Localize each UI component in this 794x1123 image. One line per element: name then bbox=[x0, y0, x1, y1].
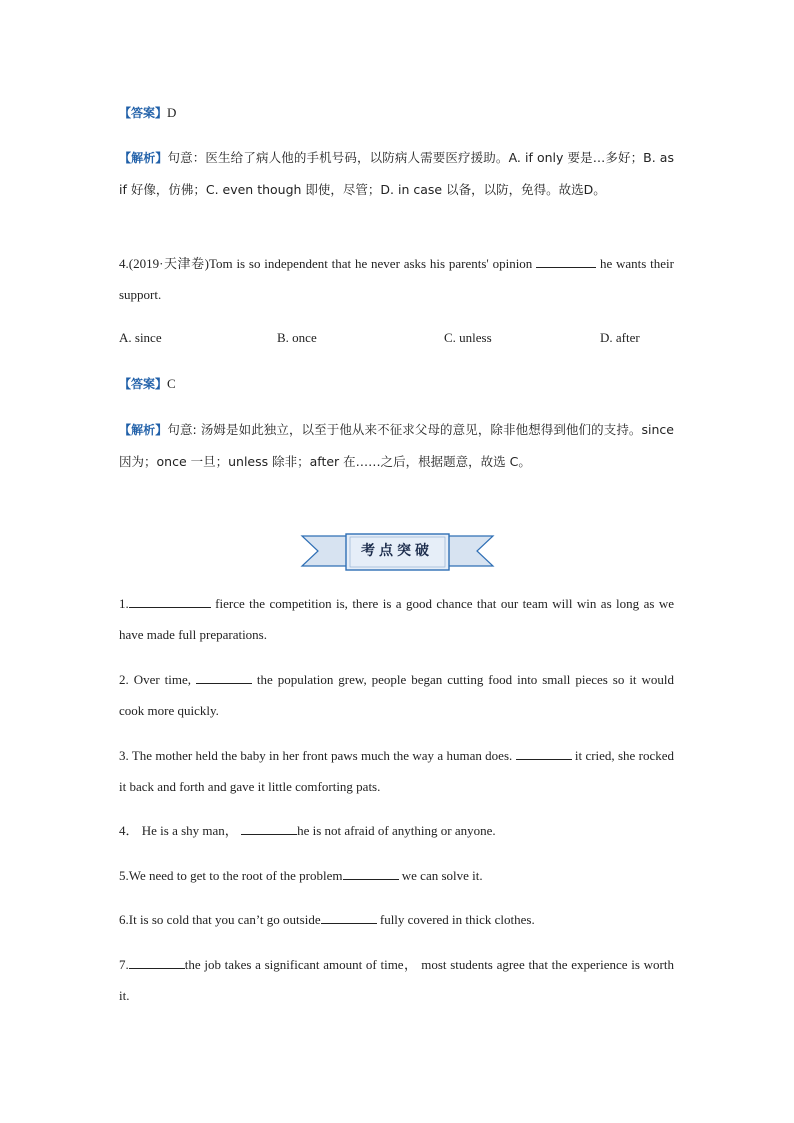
answer-blank[interactable] bbox=[321, 909, 377, 924]
exercise-4 bbox=[119, 815, 674, 846]
analysis-tag: 【解析】 bbox=[119, 151, 168, 165]
section-banner bbox=[300, 532, 495, 572]
exercise-text-before: We need to get to the root of the problem bbox=[128, 868, 343, 883]
q4-answer bbox=[119, 368, 674, 400]
option-c[interactable]: C. unless bbox=[444, 330, 492, 345]
answer-blank[interactable] bbox=[241, 820, 297, 835]
exercise-text-before: He is a shy man， bbox=[141, 823, 238, 838]
exercise-text: fierce the competition is, there is a good chance that our team will win as long as we have made full preparations. bbox=[119, 596, 674, 642]
question-4 bbox=[119, 248, 674, 310]
exercise-number: 4． bbox=[119, 823, 139, 838]
exercise-7 bbox=[119, 949, 674, 1011]
answer-tag: 【答案】 bbox=[119, 106, 168, 120]
answer-blank[interactable] bbox=[129, 593, 211, 608]
question-4-options bbox=[119, 330, 679, 350]
answer-blank[interactable] bbox=[516, 745, 572, 760]
answer-blank[interactable] bbox=[196, 669, 252, 684]
prev-answer bbox=[119, 97, 674, 129]
exercise-3 bbox=[119, 740, 674, 802]
exercise-1 bbox=[119, 588, 674, 650]
answer-tag: 【答案】 bbox=[119, 377, 168, 391]
exercise-text: fully covered in thick clothes. bbox=[376, 912, 535, 927]
analysis-text: 句意: 汤姆是如此独立，以至于他从来不征求父母的意见，除非他想得到他们的支持。since 因为；once 一旦；unless 除非；after 在……之后，根据题意，故选 C。 bbox=[119, 422, 674, 469]
q4-analysis bbox=[119, 414, 674, 477]
exercise-number: 6. bbox=[119, 912, 129, 927]
exercise-number: 2. Over time, bbox=[119, 672, 191, 687]
question-stem-b: he wants their support. bbox=[119, 256, 674, 302]
analysis-text: 句意：医生给了病人他的手机号码，以防病人需要医疗援助。A. if only 要是…多好；B. as if 好像，仿佛；C. even though 即使，尽管；D. in case 以备，以防，免得。故选D。 bbox=[119, 150, 674, 197]
exercise-6 bbox=[119, 904, 674, 935]
question-stem-a: Tom is so independent that he never asks his parents' opinion bbox=[208, 256, 533, 271]
exercise-number: 3. bbox=[119, 748, 129, 763]
exercise-5 bbox=[119, 860, 674, 891]
answer-value: D bbox=[167, 105, 177, 120]
exercise-text: he is not afraid of anything or anyone. bbox=[297, 823, 496, 838]
exercise-2 bbox=[119, 664, 674, 726]
exercise-text-before: It is so cold that you can’t go outside bbox=[128, 912, 321, 927]
option-d[interactable]: D. after bbox=[600, 330, 640, 345]
exercise-text-before: The mother held the baby in her front paws much the way a human does. bbox=[131, 748, 513, 763]
answer-blank[interactable] bbox=[343, 865, 399, 880]
answer-value: C bbox=[167, 376, 176, 391]
exercise-text: it cried, she rocked it back and forth and gave it little comforting pats. bbox=[119, 748, 675, 794]
exercise-text: the population grew, people began cutting food into small pieces so it would cook more quickly. bbox=[119, 672, 674, 718]
answer-blank[interactable] bbox=[129, 954, 185, 969]
section-title: 考点突破 bbox=[361, 543, 433, 559]
analysis-tag: 【解析】 bbox=[119, 423, 168, 437]
answer-blank[interactable] bbox=[536, 253, 596, 268]
exercise-text: the job takes a significant amount of time， most students agree that the experience is worth it. bbox=[119, 957, 674, 1003]
prev-analysis bbox=[119, 142, 674, 205]
question-source: 4.(2019·天津卷) bbox=[119, 256, 209, 271]
option-b[interactable]: B. once bbox=[277, 330, 317, 345]
exercise-text: we can solve it. bbox=[398, 868, 483, 883]
exercise-number: 5. bbox=[119, 868, 129, 883]
option-a[interactable]: A. since bbox=[119, 330, 162, 345]
exercise-number: 7. bbox=[119, 957, 129, 972]
exercise-number: 1. bbox=[119, 596, 129, 611]
